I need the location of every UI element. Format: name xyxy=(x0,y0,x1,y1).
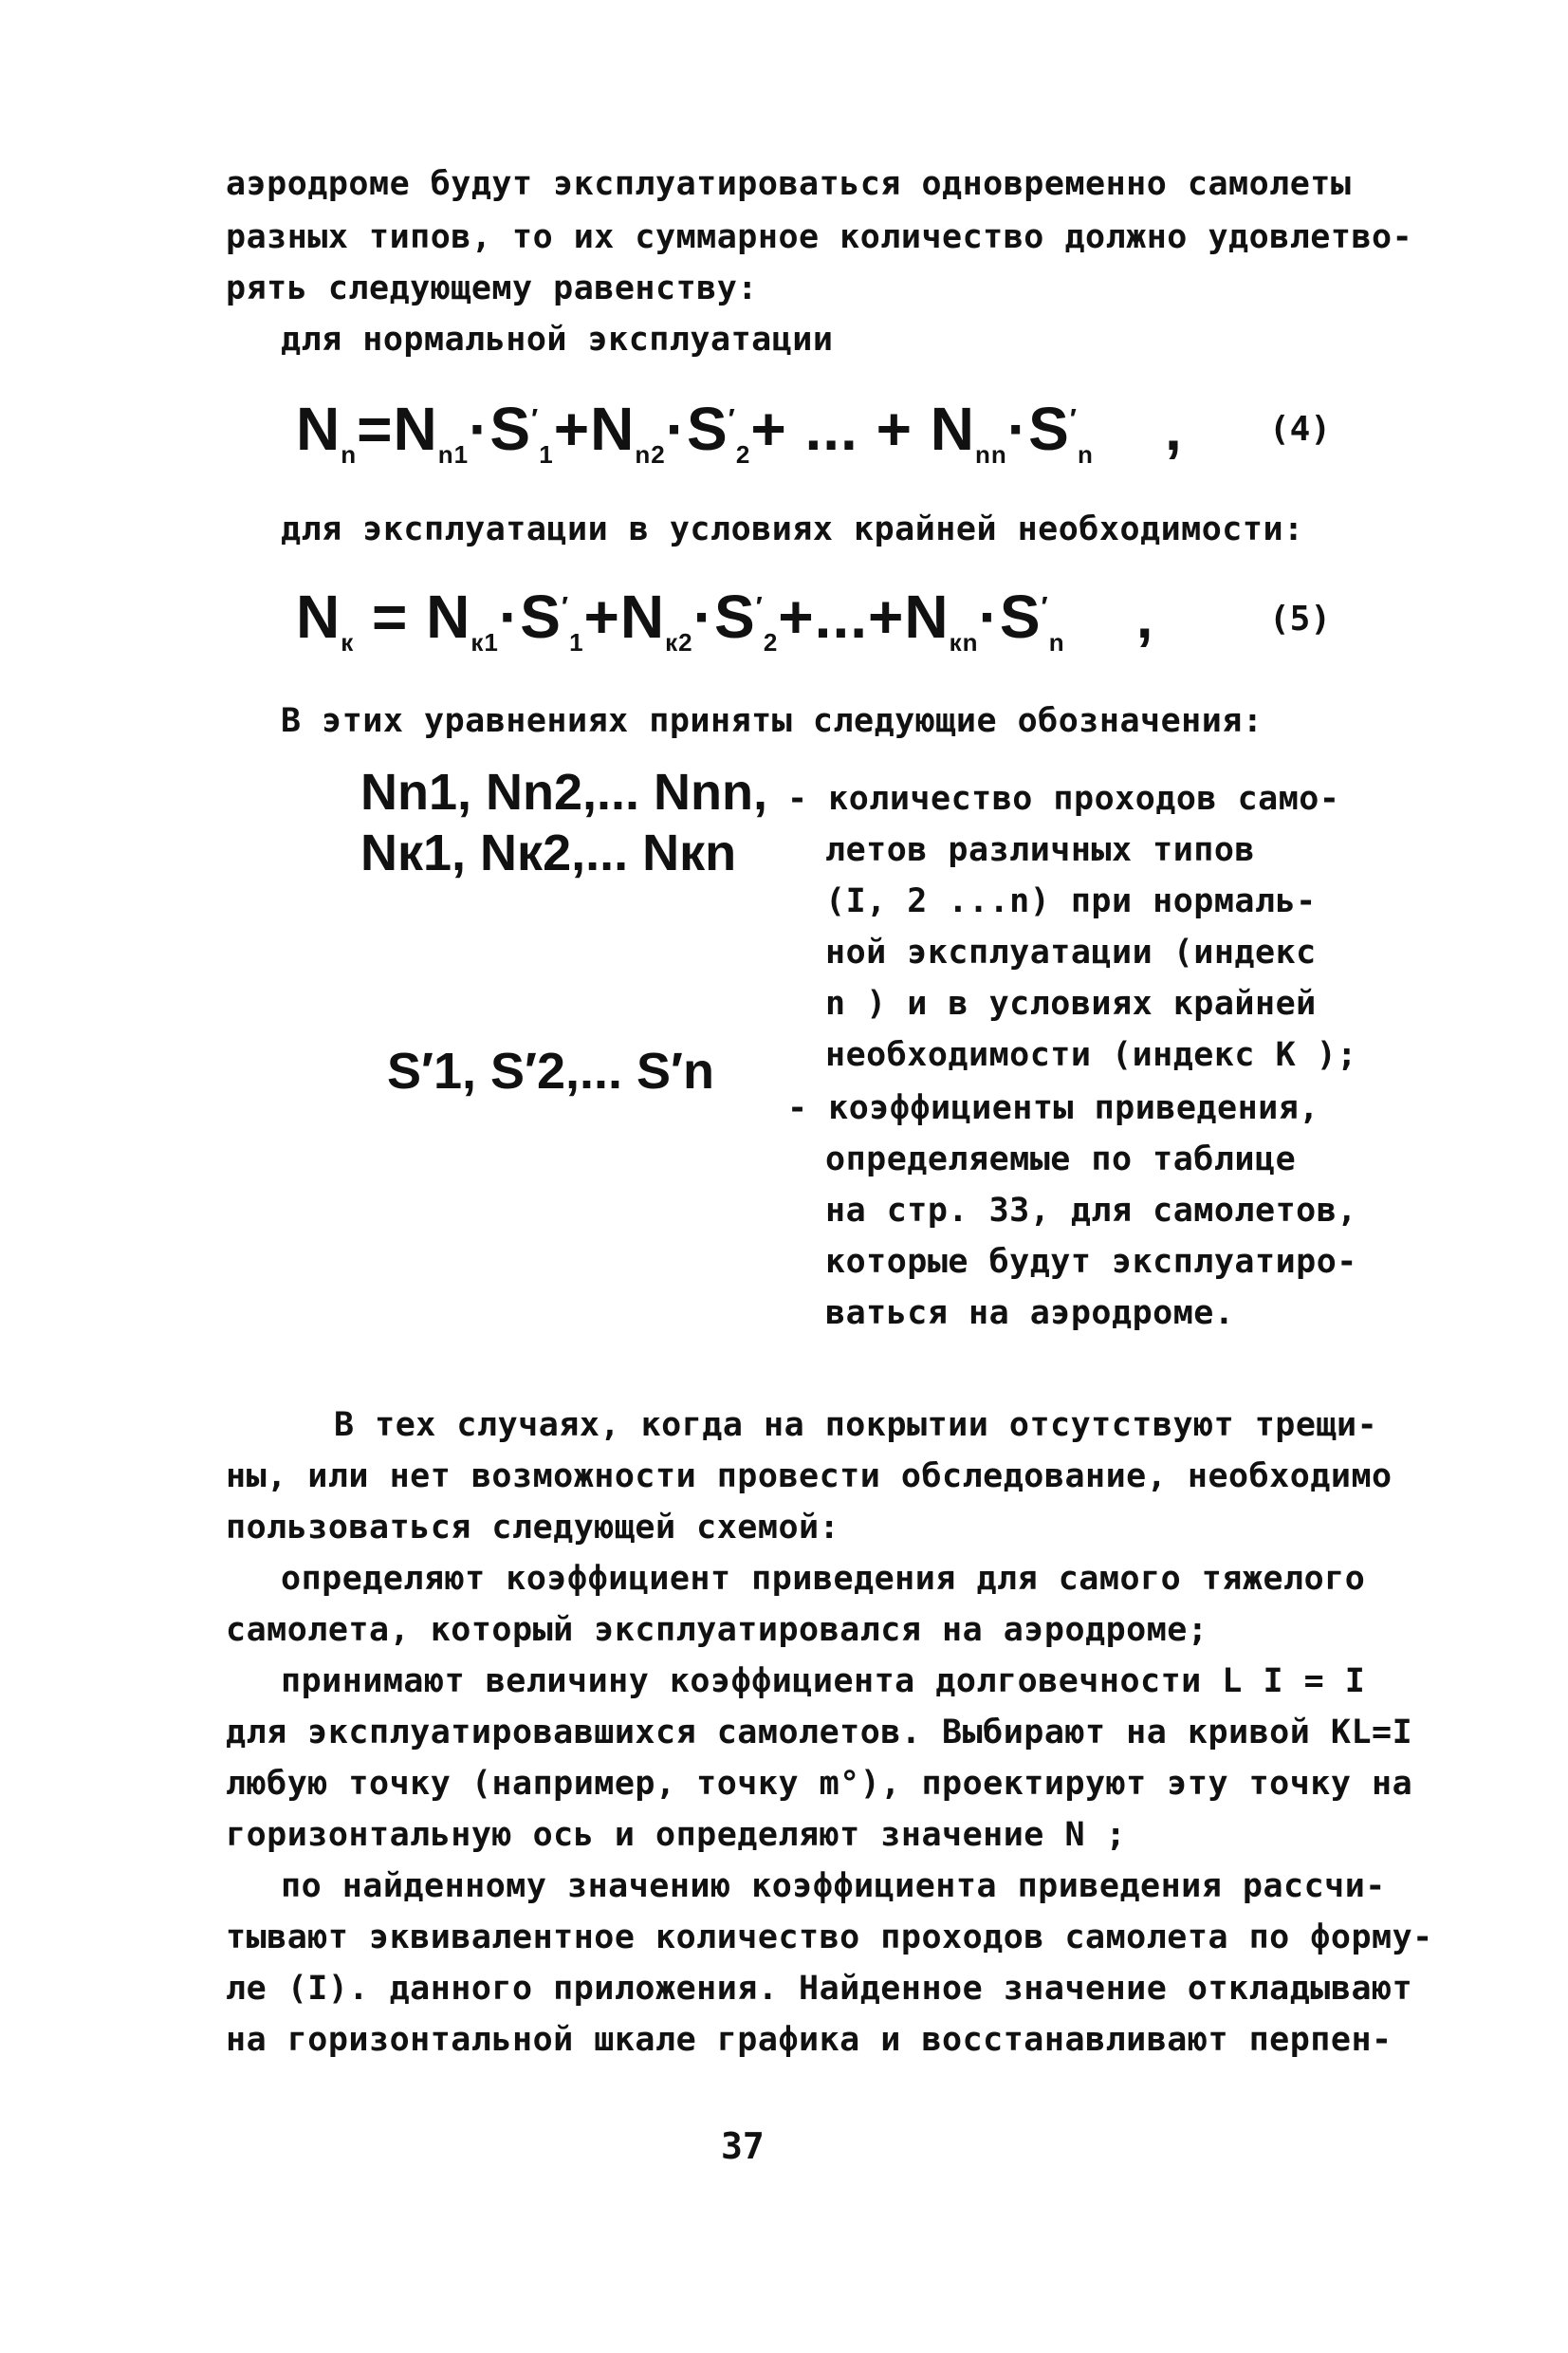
text-line: для нормальной эксплуатации xyxy=(281,321,834,359)
formula-5: $N_к = N_{к1}\cdot S'_1+N_{к2}\cdot S'_2+...+N_{кn}\cdot S'_n$ , xyxy=(296,583,1154,657)
definition-line: необходимости (индекс K ); xyxy=(825,1036,1357,1074)
definition-line: на стр. 33, для самолетов, xyxy=(825,1192,1357,1230)
definition-line: n ) и в условиях крайней xyxy=(825,985,1317,1023)
definition-line: (I, 2 ...n) при нормаль- xyxy=(825,882,1317,920)
definition-line: определяемые по таблице xyxy=(825,1140,1297,1178)
text-line: любую точку (например, точку m°), проектируют эту точку на xyxy=(226,1765,1413,1803)
text-line: на горизонтальной шкале графика и восстанавливают перпен- xyxy=(226,2021,1393,2059)
text-line: по найденному значению коэффициента приведения рассчи- xyxy=(281,1867,1386,1905)
text-line: В тех случаях, когда на покрытии отсутствуют трещи- xyxy=(334,1406,1378,1444)
definition-line: - коэффициенты приведения, xyxy=(787,1089,1319,1127)
text-line: для эксплуатировавшихся самолетов. Выбирают на кривой KL=I xyxy=(226,1714,1413,1751)
definition-line: - количество проходов само- xyxy=(787,780,1340,818)
text-line: тывают эквивалентное количество проходов самолета по форму- xyxy=(226,1918,1433,1956)
text-line: рять следующему равенству: xyxy=(226,269,758,307)
page-number: 37 xyxy=(721,2125,765,2167)
symbols-n-line-1: Nn1, Nn2,... Nnn, xyxy=(360,764,768,821)
text-line: аэродроме будут эксплуатироваться одновременно самолеты xyxy=(226,165,1352,203)
text-line: ны, или нет возможности провести обследование, необходимо xyxy=(226,1457,1393,1495)
text-line: определяют коэффициент приведения для самого тяжелого xyxy=(281,1560,1366,1598)
text-line: самолета, который эксплуатировался на аэродроме; xyxy=(226,1611,1208,1649)
text-line: пользоваться следующей схемой: xyxy=(226,1509,840,1547)
text-line: разных типов, то их суммарное количество должно удовлетво- xyxy=(226,218,1413,256)
definition-line: ной эксплуатации (индекс xyxy=(825,934,1317,972)
formula-4-number: (4) xyxy=(1269,410,1332,449)
formula-4: $N_n=N_{n1}\cdot S'_1+N_{n2}\cdot S'_2+$ ... + $N_{nn}\cdot S'_n$ , xyxy=(296,395,1183,469)
text-line: В этих уравнениях приняты следующие обозначения: xyxy=(281,702,1264,740)
text-line: для эксплуатации в условиях крайней необходимости: xyxy=(281,510,1304,548)
definition-line: ваться на аэродроме. xyxy=(825,1294,1235,1332)
text-line: горизонтальную ось и определяют значение N ; xyxy=(226,1816,1127,1854)
text-line: принимают величину коэффициента долговечности L I = I xyxy=(281,1662,1366,1700)
definition-line: летов различных типов xyxy=(825,831,1256,869)
definition-line: которые будут эксплуатиро- xyxy=(825,1243,1357,1281)
formula-5-number: (5) xyxy=(1269,600,1332,639)
symbols-n-line-2: Nк1, Nк2,... Nкn xyxy=(360,824,737,881)
text-line: ле (I). данного приложения. Найденное значение откладывают xyxy=(226,1970,1413,2008)
symbols-s: S′1, S′2,... S′n xyxy=(387,1043,714,1100)
